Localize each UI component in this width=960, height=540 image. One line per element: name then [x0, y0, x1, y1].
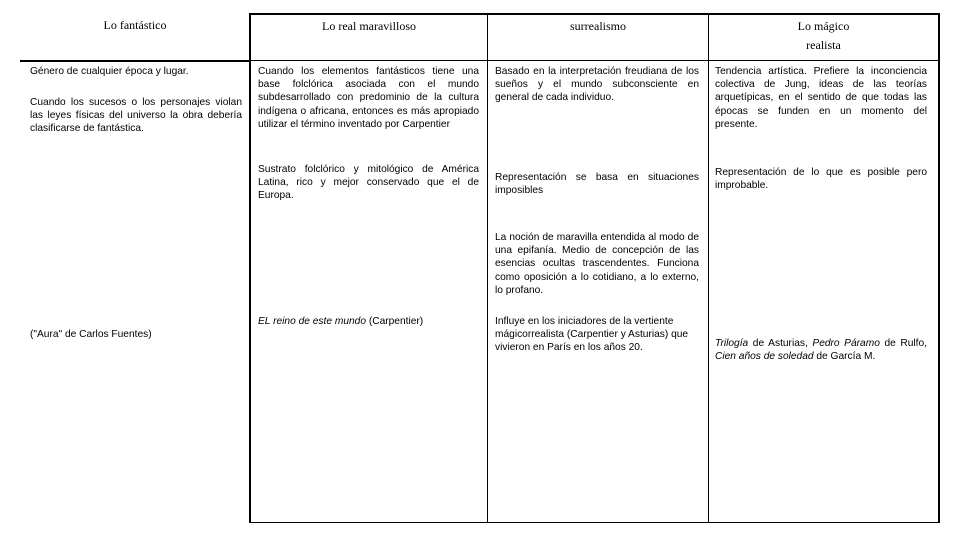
col2-example-author: (Carpentier) — [366, 316, 424, 327]
col4-example-sep3: de García M. — [813, 351, 876, 363]
col4-example-cien-anos: Cien años de soledad — [715, 351, 814, 363]
col4-example-sep2: de Rulfo, — [879, 338, 927, 349]
header-surrealismo: surrealismo — [570, 19, 626, 33]
header-bottom-border-rest — [249, 60, 940, 61]
col1-genre-text: Género de cualquier época y lugar. — [30, 66, 189, 77]
col4-example-sep1: de Asturias, — [748, 338, 813, 349]
header-lo-magico-realista — [710, 17, 937, 55]
table-right-border — [938, 13, 940, 523]
col2-example-text — [258, 315, 479, 328]
col1-example-text: ("Aura" de Carlos Fuentes) — [30, 329, 152, 340]
col-divider-1 — [249, 13, 251, 523]
col3-influence-text: Influye en los iniciadores de la vertiente mágicorrealista (Carpentier y Asturias) que vivieron en París en los años 20. — [495, 316, 689, 354]
col3-representation-text: Representación se basa en situaciones imposibles — [495, 172, 699, 197]
col4-definition-text: Tendencia artística. Prefiere la inconciencia colectiva de Jung, ideas de las teorías arquetípicas, en el sentido de que todas las épocas se funden en un momento del presente. — [715, 66, 927, 130]
col-divider-3 — [708, 13, 709, 523]
col-divider-2 — [487, 13, 488, 523]
header-lo-magico-line1: Lo mágico — [797, 19, 850, 33]
header-lo-real-maravilloso: Lo real maravilloso — [322, 19, 416, 33]
col3-definition-text: Basado en la interpretación freudiana de los sueños y el mundo subconsciente en general de cada individuo. — [495, 66, 699, 104]
header-lo-fantastico: Lo fantástico — [103, 18, 167, 32]
col2-definition-text: Cuando los elementos fantásticos tiene una base folclórica asociada con el mundo subdesarrollado con predominio de la cultura indígena o africana, entonces es más apropiado utilizar el término inventado por Carpentier — [258, 66, 479, 130]
col2-example-title: EL reino de este mundo — [258, 316, 366, 327]
header-lo-magico-line2: realista — [806, 38, 841, 52]
col1-definition-text: Cuando los sucesos o los personajes violan las leyes físicas del universo la obra debería clasificarse de fantástica. — [30, 97, 242, 135]
table-bottom-border — [249, 522, 940, 523]
col4-example-trilogia: Trilogía — [715, 338, 749, 349]
col3-notion-text: La noción de maravilla entendida al modo de una epifanía. Medio de concepción de las esencias ocultas trascendentes. Funciona como oposición a lo cotidiano, a lo externo, lo profano. — [495, 232, 699, 296]
col4-representation-text: Representación de lo que es posible pero improbable. — [715, 167, 927, 192]
col4-examples-text — [715, 337, 927, 363]
header-bottom-border-col1 — [20, 60, 250, 62]
col2-substrate-text: Sustrato folclórico y mitológico de América Latina, rico y mejor conservado que el de Europa. — [258, 164, 479, 202]
table-top-border — [249, 13, 940, 15]
col4-example-pedro-paramo: Pedro Páramo — [812, 338, 880, 349]
